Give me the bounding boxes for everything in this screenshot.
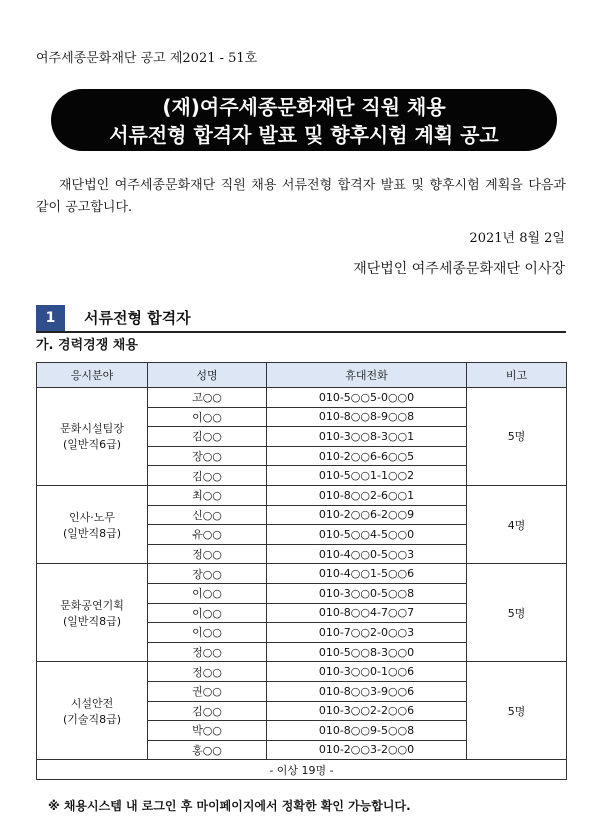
applicant-name: 최○○ bbox=[148, 485, 267, 505]
total-count: - 이상 19명 - bbox=[37, 760, 567, 780]
field-grade: (일반직8급) bbox=[62, 526, 122, 540]
notice-date: 2021년 8월 2일 bbox=[469, 231, 565, 246]
group-count: 5명 bbox=[467, 662, 567, 760]
applicant-phone: 010-8○○4-7○○7 bbox=[267, 603, 467, 623]
field-grade: (일반직8급) bbox=[62, 614, 122, 628]
applicant-name: 신○○ bbox=[148, 505, 267, 525]
applicant-name: 정○○ bbox=[148, 662, 267, 682]
header-note: 비고 bbox=[467, 363, 567, 388]
section-number: 1 bbox=[36, 305, 65, 331]
field-grade: (기술직8급) bbox=[62, 712, 122, 726]
applicant-phone: 010-2○○3-2○○0 bbox=[267, 740, 467, 760]
applicant-phone: 010-4○○1-5○○6 bbox=[267, 564, 467, 584]
applicant-name: 정○○ bbox=[148, 544, 267, 564]
applicant-phone: 010-8○○3-9○○6 bbox=[267, 681, 467, 701]
applicant-phone: 010-8○○8-9○○8 bbox=[267, 407, 467, 427]
subheading: 가. 경력경쟁 채용 bbox=[36, 338, 138, 353]
applicant-name: 박○○ bbox=[148, 721, 267, 741]
footer-note: ※ 채용시스템 내 로그인 후 마이페이지에서 정확한 확인 가능합니다. bbox=[48, 799, 411, 813]
field-cell bbox=[37, 564, 148, 662]
intro-paragraph: 재단법인 여주세종문화재단 직원 채용 서류전형 합격자 발표 및 향후시험 계획을 다음과 같이 공고합니다. bbox=[36, 178, 566, 215]
applicant-phone: 010-5○○1-1○○2 bbox=[267, 466, 467, 486]
table-row bbox=[37, 564, 567, 584]
group-count: 5명 bbox=[467, 564, 567, 662]
applicant-name: 이○○ bbox=[148, 603, 267, 623]
group-count: 5명 bbox=[467, 388, 567, 486]
applicant-phone: 010-3○○0-1○○6 bbox=[267, 662, 467, 682]
applicant-phone: 010-5○○8-3○○0 bbox=[267, 642, 467, 662]
applicant-name: 장○○ bbox=[148, 446, 267, 466]
field-grade: (일반직6급) bbox=[62, 438, 122, 452]
applicant-name: 김○○ bbox=[148, 427, 267, 447]
applicant-phone: 010-4○○0-5○○3 bbox=[267, 544, 467, 564]
notice-number: 여주세종문화재단 공고 제2021 - 51호 bbox=[36, 51, 258, 66]
field-name: 문화공연기획 bbox=[60, 598, 124, 612]
table-header-row bbox=[37, 363, 567, 388]
applicant-phone: 010-3○○0-5○○8 bbox=[267, 583, 467, 603]
applicant-name: 김○○ bbox=[148, 466, 267, 486]
section-divider bbox=[36, 331, 566, 333]
header-field: 응시분야 bbox=[37, 363, 148, 388]
applicant-phone: 010-3○○8-3○○1 bbox=[267, 427, 467, 447]
title-banner bbox=[51, 89, 557, 151]
applicant-name: 고○○ bbox=[148, 388, 267, 408]
header-name: 성명 bbox=[148, 363, 267, 388]
applicant-name: 이○○ bbox=[148, 407, 267, 427]
applicant-phone: 010-5○○4-5○○0 bbox=[267, 525, 467, 545]
applicant-name: 장○○ bbox=[148, 564, 267, 584]
applicant-table bbox=[36, 362, 567, 780]
field-cell bbox=[37, 662, 148, 760]
table-total-row bbox=[37, 760, 567, 780]
header-phone: 휴대전화 bbox=[267, 363, 467, 388]
applicant-phone: 010-8○○2-6○○1 bbox=[267, 485, 467, 505]
applicant-phone: 010-2○○6-2○○9 bbox=[267, 505, 467, 525]
section-title: 서류전형 합격자 bbox=[84, 309, 191, 327]
applicant-name: 유○○ bbox=[148, 525, 267, 545]
applicant-phone: 010-3○○2-2○○6 bbox=[267, 701, 467, 721]
applicant-phone: 010-8○○9-5○○8 bbox=[267, 721, 467, 741]
applicant-name: 이○○ bbox=[148, 623, 267, 643]
table-row bbox=[37, 485, 567, 505]
table-row bbox=[37, 388, 567, 408]
field-name: 인사·노무 bbox=[68, 510, 115, 524]
applicant-name: 정○○ bbox=[148, 642, 267, 662]
title-line-1: (재)여주세종문화재단 직원 채용 bbox=[162, 95, 446, 119]
field-name: 문화시설팀장 bbox=[60, 422, 124, 436]
applicant-name: 홍○○ bbox=[148, 740, 267, 760]
applicant-phone: 010-5○○5-0○○0 bbox=[267, 388, 467, 408]
applicant-name: 김○○ bbox=[148, 701, 267, 721]
applicant-name: 이○○ bbox=[148, 583, 267, 603]
applicant-phone: 010-7○○2-0○○3 bbox=[267, 623, 467, 643]
title-line-2: 서류전형 합격자 발표 및 향후시험 계획 공고 bbox=[109, 123, 499, 147]
applicant-phone: 010-2○○6-6○○5 bbox=[267, 446, 467, 466]
field-name: 시설안전 bbox=[70, 696, 114, 710]
group-count: 4명 bbox=[467, 485, 567, 563]
table-row bbox=[37, 662, 567, 682]
field-cell bbox=[37, 388, 148, 486]
applicant-name: 권○○ bbox=[148, 681, 267, 701]
field-cell bbox=[37, 485, 148, 563]
issuer: 재단법인 여주세종문화재단 이사장 bbox=[353, 261, 565, 277]
